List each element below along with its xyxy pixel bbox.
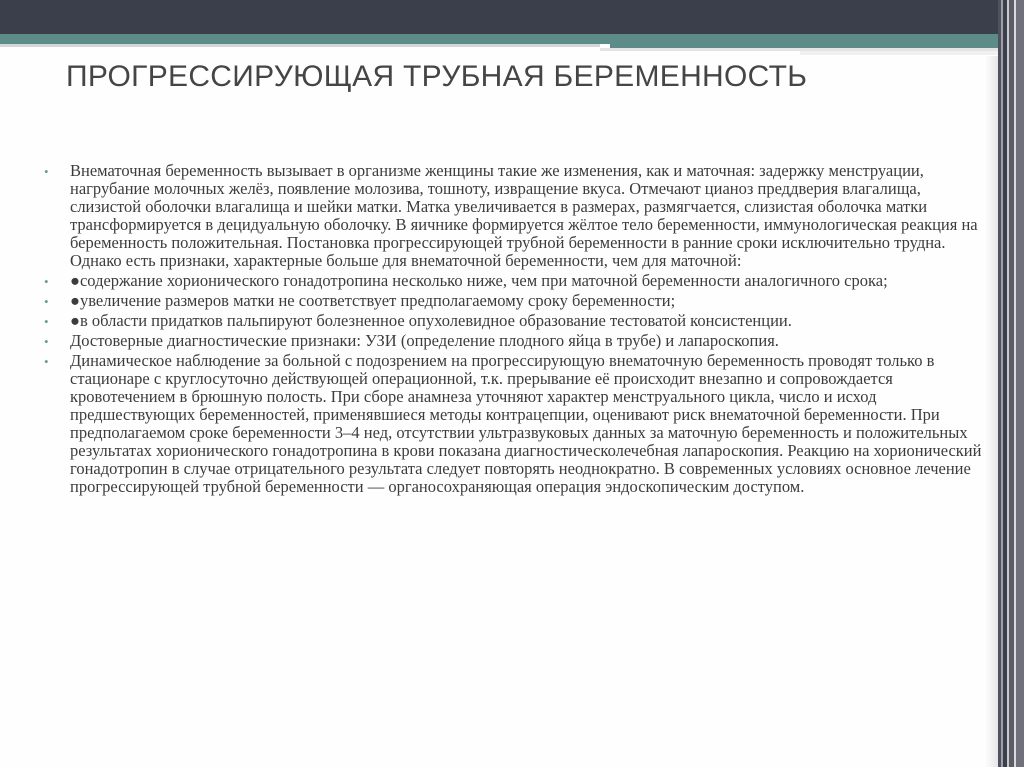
bullet-icon: • [44,354,49,369]
header-band-light [0,44,600,47]
list-item [44,312,994,330]
list-item-text: Внематочная беременность вызывает в организме женщины такие же изменения, как и маточная: задержку менструации, нагрубание молочных желёз, появление молозива, тошноту, извращение вкуса. Отмечают цианоз преддверия влагалища, слизистой оболочки влагалища и шейки матки. Матка увеличивается в размерах, размягчается, слизистая оболочка матки трансформируется в децидуальную оболочку. В яичнике формируется жёлтое тело беременности, иммунологическая реакция на беременность положительная. Постановка прогрессирующей трубной беременности в ранние сроки исключительно трудна. Однако есть признаки, характерные больше для внематочной беременности, чем для маточной: [70,161,978,270]
list-item [44,292,994,310]
list-item [44,162,994,270]
list-item-text: ●содержание хорионического гонадотропина несколько ниже, чем при маточной беременности аналогичного срока; [70,271,888,290]
bullet-icon: • [44,164,49,179]
bullet-icon: • [44,314,49,329]
list-item [44,272,994,290]
list-item-text: ●увеличение размеров матки не соответствует предполагаемому сроку беременности; [70,291,676,310]
list-item-text: Динамическое наблюдение за больной с подозрением на прогрессирующую внематочную беременность проводят только в стационаре с круглосуточно действующей операционной, т.к. прерывание её происходит внезапно и сопровождается кровотечением в брюшную полость. При сборе анамнеза уточняют характер менструального цикла, число и исход предшествующих беременностей, применявшиеся методы контрацепции, оценивают риск внематочной беременности. При предполагаемом сроке беременности 3–4 нед, отсутствии ультразвуковых данных за маточную беременность и положительных результатах хорионического гонадотропина в крови показана диагностическолечебная лапароскопия. Реакцию на хорионический гонадотропин в случае отрицательного результата следует повторять неоднократно. В современных условиях основное лечение прогрессирующей трубной беременности — органосохраняющая операция эндоскопическим доступом. [70,351,982,496]
right-edge-stripes [998,0,1024,767]
header-band-teal-accent [610,40,1000,48]
slide-title: ПРОГРЕССИРУЮЩАЯ ТРУБНАЯ БЕРЕМЕННОСТЬ [66,60,808,93]
bullet-icon: • [44,294,49,309]
header-band-dark [0,0,1024,34]
header-band-white-accent [800,51,1000,55]
list-item-text: ●в области придатков пальпируют болезненное опухолевидное образование тестоватой консистенции. [70,311,792,330]
list-item-text: Достоверные диагностические признаки: УЗИ (определение плодного яйца в трубе) и лапароскопия. [70,331,779,350]
bullet-list [44,162,994,498]
bullet-icon: • [44,274,49,289]
list-item [44,352,994,496]
list-item [44,332,994,350]
bullet-icon: • [44,334,49,349]
